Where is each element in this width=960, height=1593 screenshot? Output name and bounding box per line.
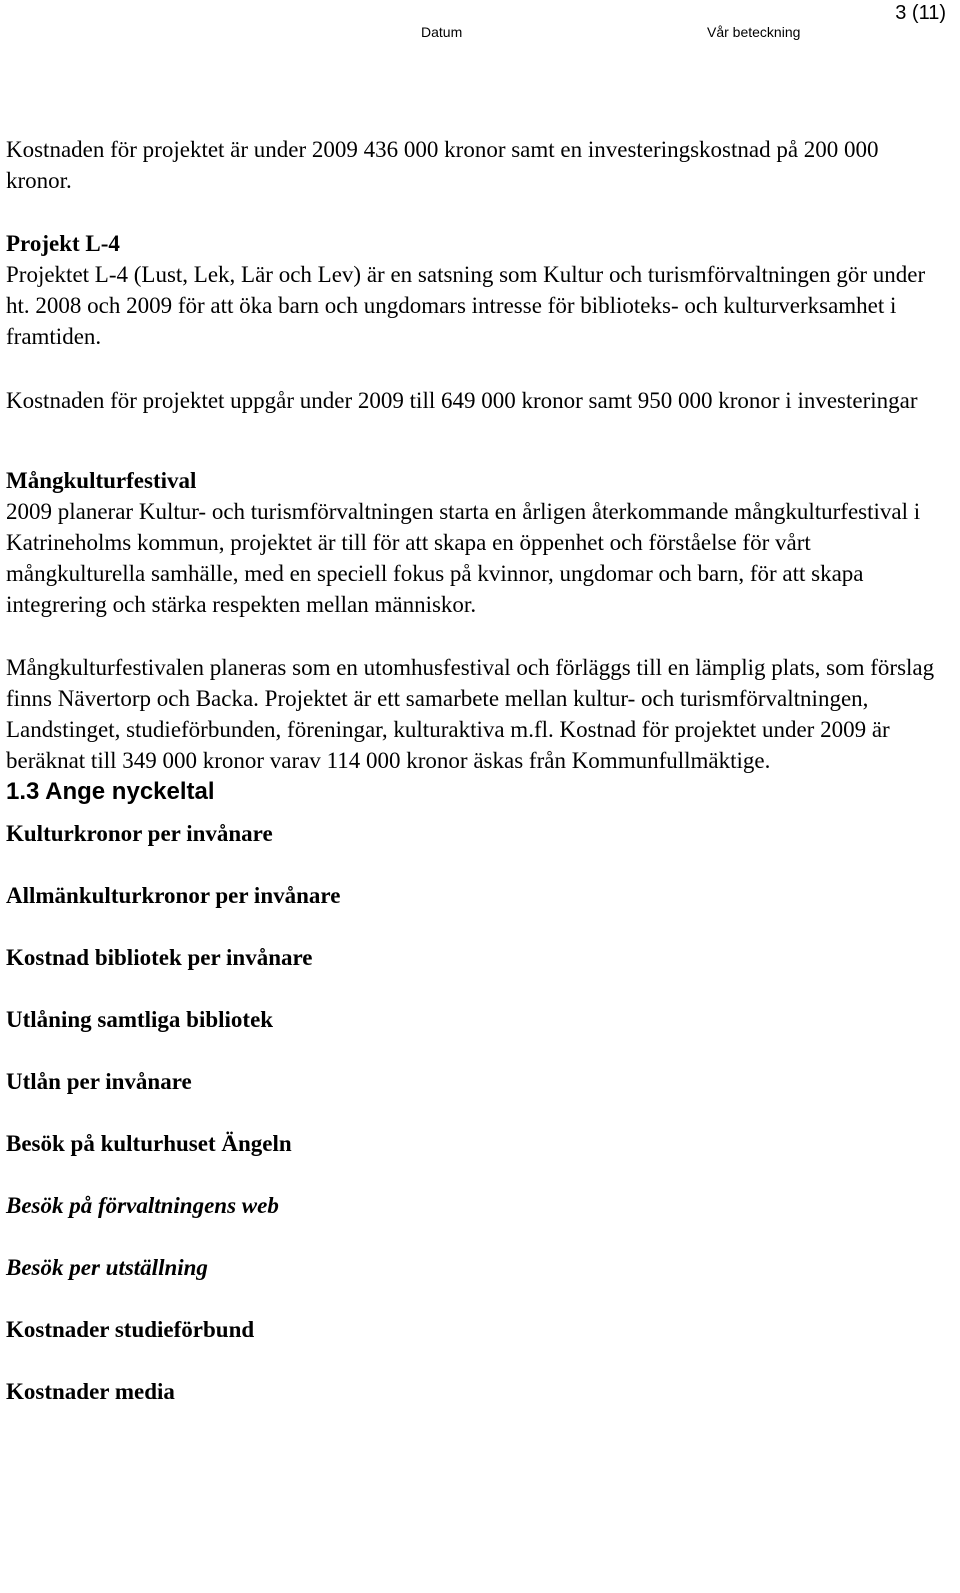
section-heading-nyckeltal: 1.3 Ange nyckeltal [6,778,215,805]
date-label: Datum [421,24,463,40]
projekt-l4-cost-paragraph: Kostnaden för projektet uppgår under 2009 till 649 000 kronor samt 950 000 kronor i investeringar [6,388,918,413]
kpi-item: Besök på kulturhuset Ängeln [6,1131,292,1156]
kpi-item: Kostnader studieförbund [6,1317,255,1342]
intro-cost-paragraph: Kostnaden för projektet är under 2009 436 000 kronor samt en investeringskostnad på 200 000 kronor. [6,137,879,193]
kpi-item: Kostnader media [6,1379,175,1404]
mangkultur-heading: Mångkulturfestival [6,468,197,493]
page-header [0,2,960,48]
kpi-item: Allmänkulturkronor per invånare [6,883,341,908]
kpi-item: Besök per utställning [6,1255,208,1280]
document-body [6,134,946,1438]
projekt-l4-body: Projektet L-4 (Lust, Lek, Lär och Lev) är en satsning som Kultur och turismförvaltningen gör under ht. 2008 och 2009 för att öka barn och ungdomars intresse för biblioteks- och kulturverksamhet i framtiden. [6,262,926,349]
kpi-item: Besök på förvaltningens web [6,1193,279,1218]
reference-label: Vår beteckning [707,24,801,40]
kpi-item: Kulturkronor per invånare [6,821,273,846]
projekt-l4-heading: Projekt L-4 [6,231,120,256]
mangkultur-paragraph-2: Mångkulturfestivalen planeras som en utomhusfestival och förläggs till en lämplig plats, som förslag finns Nävertorp och Backa. Projektet är ett samarbete mellan kultur- och turismförvaltningen, Landstinget, studieförbunden, föreningar, kulturaktiva m.fl. Kostnad för projektet under 2009 är beräknat till 349 000 kronor varav 114 000 kronor äskas från Kommunfullmäktige. [6,655,935,773]
kpi-item: Utlåning samtliga bibliotek [6,1007,274,1032]
kpi-list [6,818,946,1407]
kpi-item: Kostnad bibliotek per invånare [6,945,313,970]
page-number: 3 (11) [895,2,946,24]
kpi-item: Utlån per invånare [6,1069,192,1094]
mangkultur-paragraph-1: 2009 planerar Kultur- och turismförvaltningen starta en årligen återkommande mångkulturfestival i Katrineholms kommun, projektet är till för att skapa en öppenhet och förståelse för vårt mångkulturella samhälle, med en speciell fokus på kvinnor, ungdomar och barn, för att skapa integrering och stärka respekten mellan människor. [6,499,921,617]
